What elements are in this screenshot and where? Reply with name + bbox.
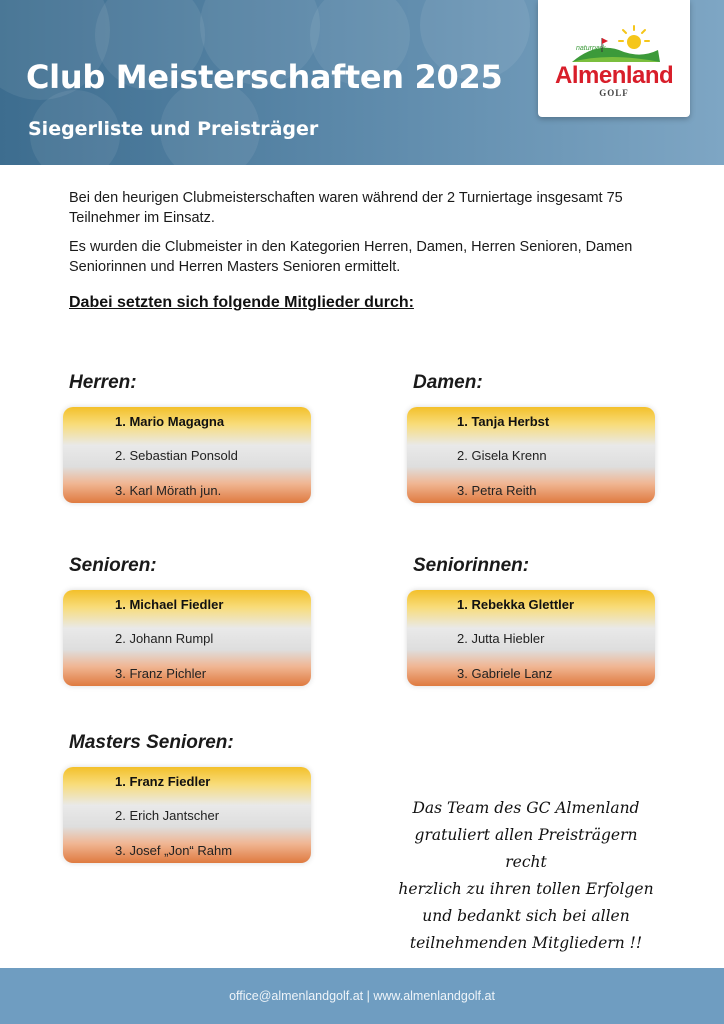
closing-line: Das Team des GC Almenland [412, 799, 640, 817]
category-title-senioren: Senioren: [69, 555, 157, 576]
closing-line: gratuliert allen Preisträgern recht [414, 826, 638, 871]
closing-message [392, 795, 660, 957]
rank-third: 3. Franz Pichler [115, 666, 207, 681]
category-title-seniorinnen: Seniorinnen: [413, 555, 530, 576]
category-title-masters-senioren: Masters Senioren: [69, 732, 234, 753]
ranking-card-masters-senioren [63, 767, 311, 863]
logo-subtitle: GOLF [599, 88, 629, 98]
intro-paragraph-2: Es wurden die Clubmeister in den Kategorien Herren, Damen, Herren Senioren, Damen Seniorinnen und Herren Masters Senioren ermittelt. [69, 239, 633, 275]
closing-line: und bedankt sich bei allen [422, 907, 630, 925]
rank-second: 2. Jutta Hiebler [457, 631, 545, 646]
header-banner [0, 0, 724, 165]
logo-graphic-icon [538, 0, 690, 70]
rank-second: 2. Johann Rumpl [115, 631, 214, 646]
rank-third: 3. Petra Reith [457, 483, 537, 498]
footer-contact[interactable]: office@almenlandgolf.at | www.almenlandgolf.at [229, 989, 495, 1003]
intro-paragraph-1: Bei den heurigen Clubmeisterschaften waren während der 2 Turniertage insgesamt 75 Teilnehmer im Einsatz. [69, 190, 623, 226]
ranking-card-senioren [63, 590, 311, 686]
closing-line: teilnehmenden Mitgliedern !! [409, 934, 643, 952]
ranking-card-seniorinnen [407, 590, 655, 686]
rank-first: 1. Franz Fiedler [115, 774, 211, 789]
page-subtitle: Siegerliste und Preisträger [28, 118, 319, 140]
rank-third: 3. Karl Mörath jun. [115, 483, 222, 498]
rank-second: 2. Gisela Krenn [457, 448, 547, 463]
rank-third: 3. Josef „Jon“ Rahm [115, 843, 233, 858]
category-title-damen: Damen: [413, 372, 483, 393]
winners-heading: Dabei setzten sich folgende Mitglieder durch: [69, 294, 414, 311]
page-title: Club Meisterschaften 2025 [26, 58, 503, 96]
svg-text:naturpark: naturpark [576, 45, 606, 52]
category-title-herren: Herren: [69, 372, 137, 393]
rank-third: 3. Gabriele Lanz [457, 666, 553, 681]
rank-first: 1. Michael Fiedler [115, 597, 224, 612]
logo-wordmark: Almenland [555, 62, 674, 89]
club-logo[interactable] [538, 0, 690, 117]
ranking-card-damen [407, 407, 655, 503]
rank-first: 1. Tanja Herbst [457, 414, 550, 429]
footer-bar [0, 968, 724, 1024]
ranking-card-herren [63, 407, 311, 503]
rank-second: 2. Erich Jantscher [115, 808, 220, 823]
rank-first: 1. Mario Magagna [115, 414, 225, 429]
rank-second: 2. Sebastian Ponsold [115, 448, 238, 463]
closing-line: herzlich zu ihren tollen Erfolgen [398, 880, 654, 898]
intro-section [69, 188, 669, 312]
rank-first: 1. Rebekka Glettler [457, 597, 575, 612]
